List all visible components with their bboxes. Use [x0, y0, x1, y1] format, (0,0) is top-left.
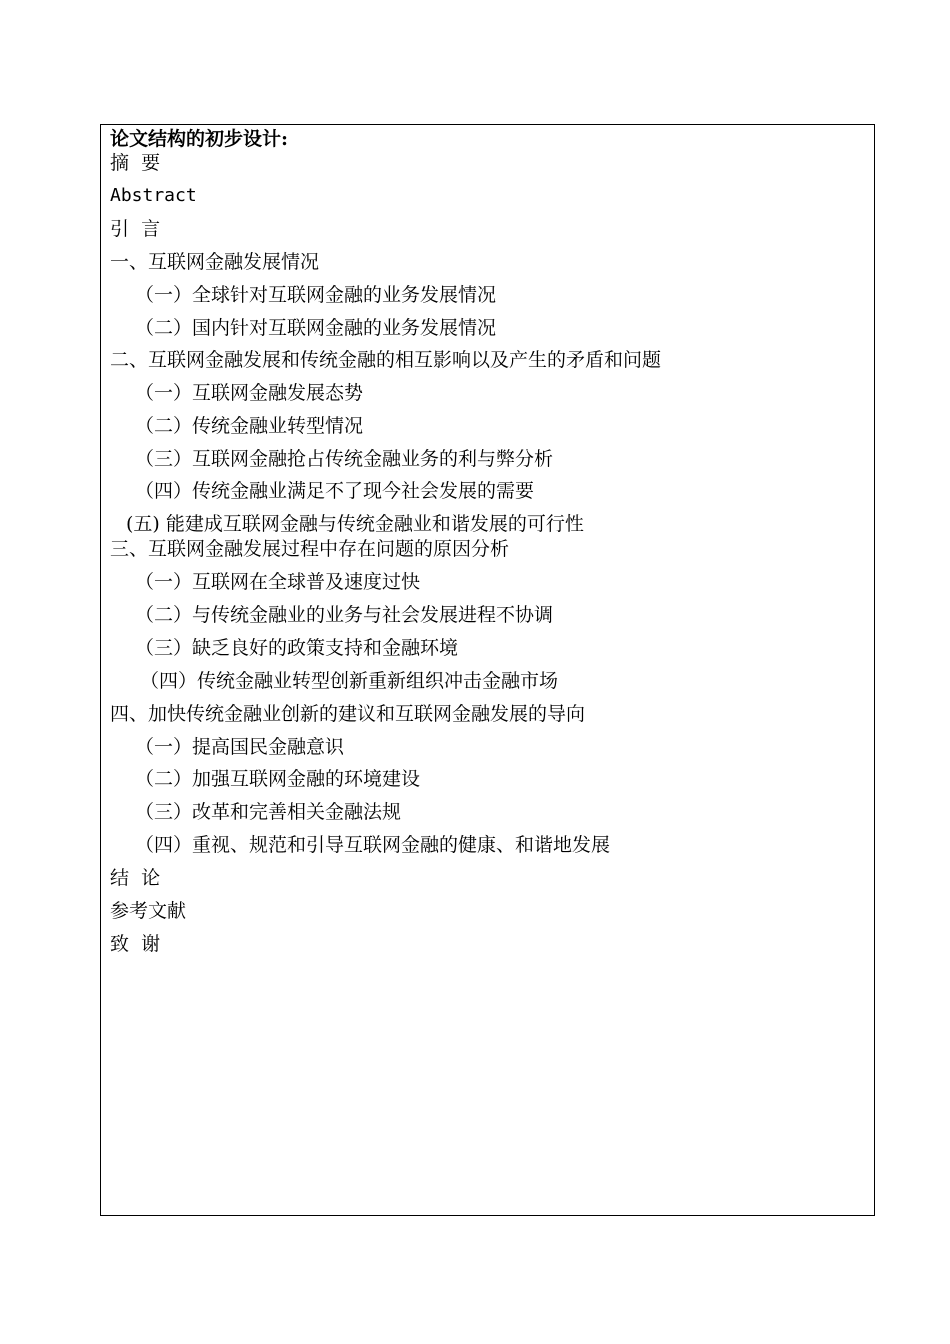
outline-subitem: （四）重视、规范和引导互联网金融的健康、和谐地发展	[135, 834, 611, 856]
outline-subitem: （四）传统金融业转型创新重新组织冲击金融市场	[140, 670, 559, 692]
outline-abstract-en: Abstract	[110, 185, 197, 206]
outline-chapter-1: 一、互联网金融发展情况	[110, 251, 320, 273]
outline-introduction: 引 言	[110, 218, 161, 240]
outline-conclusion: 结 论	[110, 867, 161, 889]
outline-subitem: （二）传统金融业转型情况	[135, 415, 364, 437]
outline-subitem: （一）提高国民金融意识	[135, 736, 345, 758]
outline-chapter-2: 二、互联网金融发展和传统金融的相互影响以及产生的矛盾和问题	[110, 349, 662, 371]
outline-chapter-4: 四、加快传统金融业创新的建议和互联网金融发展的导向	[110, 703, 586, 725]
outline-subitem: （三）缺乏良好的政策支持和金融环境	[135, 637, 459, 659]
outline-references: 参考文献	[110, 900, 187, 922]
section-heading: 论文结构的初步设计:	[110, 128, 289, 150]
outline-subitem: （二）加强互联网金融的环境建设	[135, 768, 421, 790]
outline-abstract-cn: 摘 要	[110, 152, 161, 174]
outline-subitem: （二）国内针对互联网金融的业务发展情况	[135, 317, 497, 339]
outline-subitem: （一）互联网金融发展态势	[135, 382, 364, 404]
outline-acknowledgements: 致 谢	[110, 933, 161, 955]
outline-chapter-3: 三、互联网金融发展过程中存在问题的原因分析	[110, 538, 510, 560]
outline-subitem: （一）互联网在全球普及速度过快	[135, 571, 421, 593]
outline-subitem: （二）与传统金融业的业务与社会发展进程不协调	[135, 604, 554, 626]
outline-subitem: （三）改革和完善相关金融法规	[135, 801, 402, 823]
outline-subitem: （四）传统金融业满足不了现今社会发展的需要	[135, 480, 535, 502]
outline-subitem: （三）互联网金融抢占传统金融业务的利与弊分析	[135, 448, 554, 470]
outline-subitem: (五) 能建成互联网金融与传统金融业和谐发展的可行性	[126, 513, 584, 535]
outline-subitem: （一）全球针对互联网金融的业务发展情况	[135, 284, 497, 306]
